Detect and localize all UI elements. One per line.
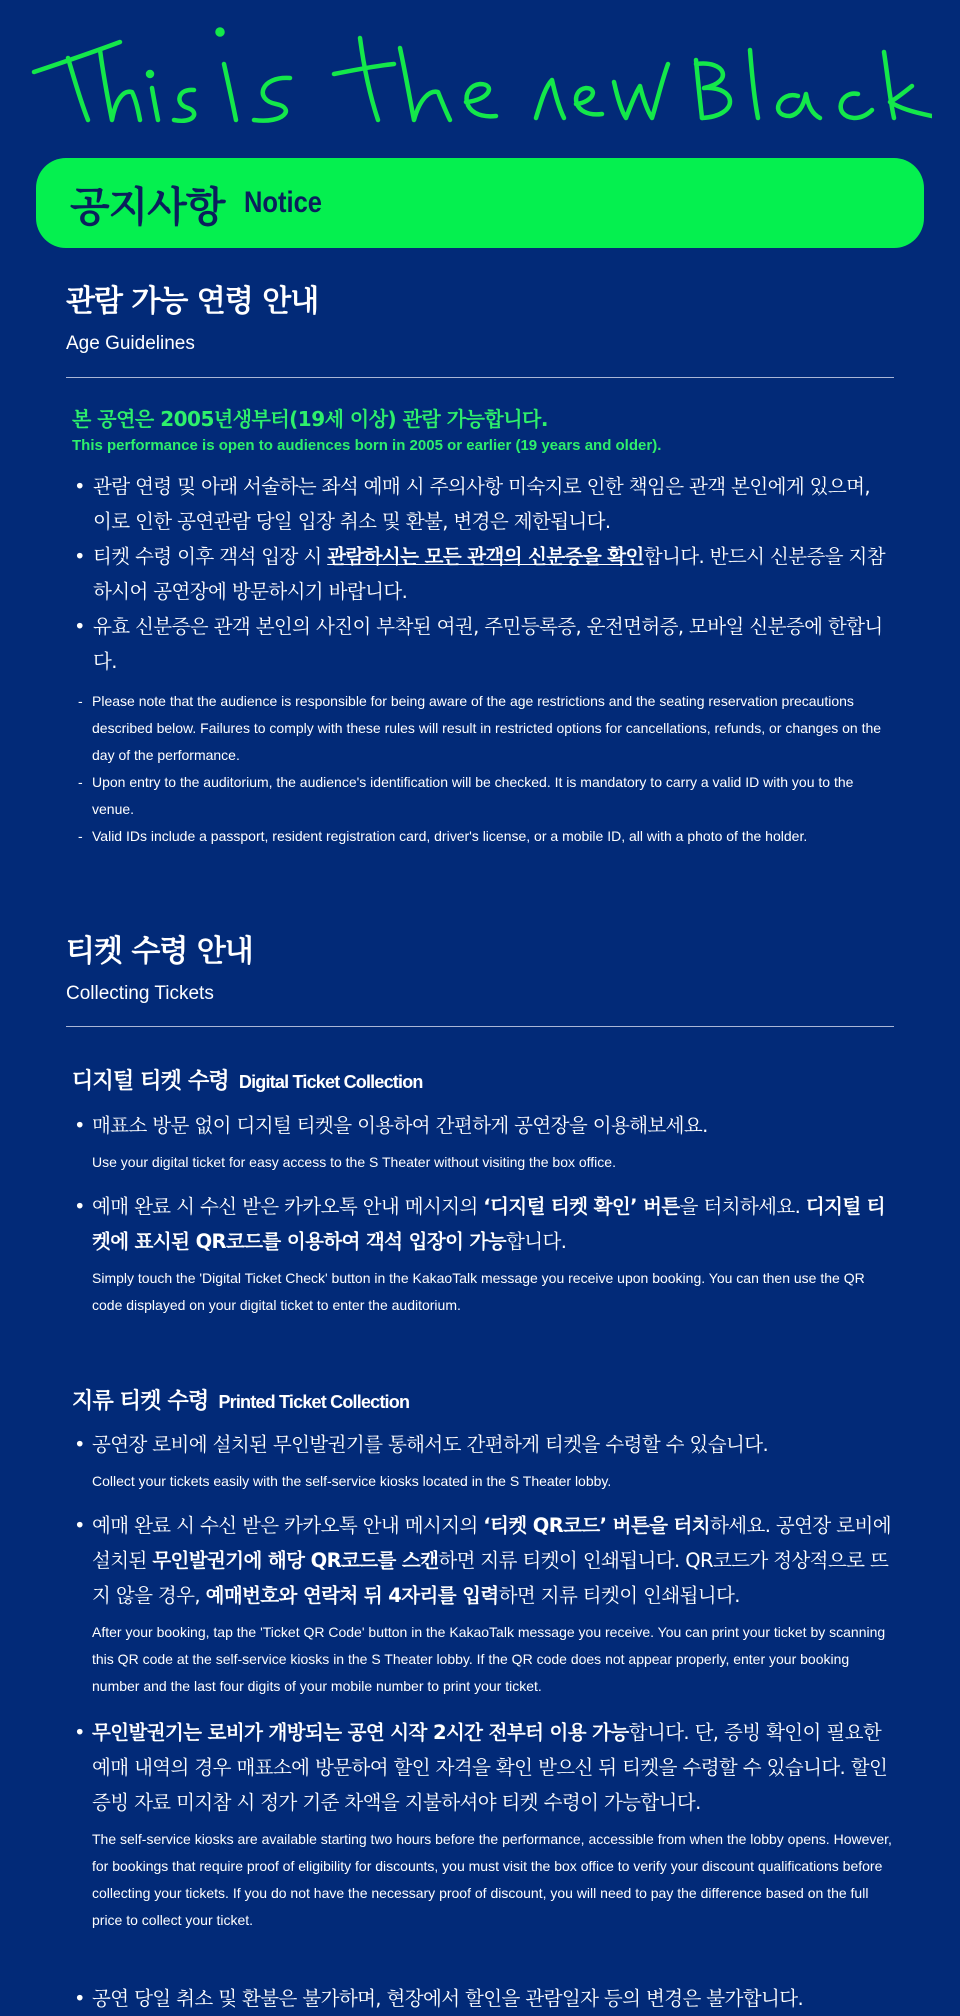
list-item-text: 티켓 수령 이후 객석 입장 시 <box>93 545 328 568</box>
digital-title-ko: 디지털 티켓 수령 <box>72 1069 229 1094</box>
printed-item <box>74 1427 894 1495</box>
list-item: • 유효 신분증은 관객 본인의 사진이 부착된 여권, 주민등록증, 운전면허증, 모바일 신분증에 한합니다. <box>72 609 892 679</box>
printed-item-en: After your booking, tap the 'Ticket QR Code' button in the KakaoTalk message you receive. You can print your ticket by scanning this QR code at the self-service kiosks in the S Theater lobby. If the QR code does not appear properly, enter your booking number and the last four digits of your mobile number to print your ticket. <box>92 1624 886 1694</box>
tickets-divider <box>66 1026 894 1027</box>
item-emphasis: ‘디지털 티켓 확인’ 버튼 <box>483 1195 680 1218</box>
printed-item <box>74 1508 894 1700</box>
printed-subheading <box>72 1384 409 1415</box>
notice-banner <box>36 158 924 248</box>
tickets-title-en: Collecting Tickets <box>66 983 214 1004</box>
list-item: - Upon entry to the auditorium, the audience's identification will be checked. It is mandatory to carry a valid ID with you to the venue. <box>78 769 893 823</box>
digital-item-ko <box>74 1189 894 1259</box>
printed-item <box>74 1715 894 1934</box>
printed-title-ko: 지류 티켓 수령 <box>72 1389 209 1414</box>
digital-title-en: Digital Ticket Collection <box>238 1072 423 1092</box>
list-item: - Valid IDs include a passport, resident registration card, driver's license, or a mobile ID, all with a photo of the holder. <box>78 823 893 850</box>
item-text: 하면 지류 티켓이 인쇄됩니다. <box>498 1584 740 1607</box>
printed-item-ko <box>74 1508 894 1613</box>
age-highlight-ko: 본 공연은 2005년생부터(19세 이상) 관람 가능합니다. <box>72 407 548 431</box>
age-title-ko: 관람 가능 연령 안내 <box>66 284 319 319</box>
item-emphasis: 디지털 티켓에 표시된 QR코드를 이용하여 객석 입장이 가능 <box>92 1195 885 1253</box>
list-item-text: 합니다. 반드시 신분증을 지참하시어 공연장에 방문하시기 바랍니다. <box>93 545 886 603</box>
notice-title-en: Notice <box>244 186 323 219</box>
id-check-emphasis: 관람하시는 모든 관객의 신분증을 확인 <box>327 545 644 568</box>
tickets-title-ko: 티켓 수령 안내 <box>66 934 253 969</box>
item-text: 합니다. <box>506 1230 567 1253</box>
age-ko-list <box>72 469 892 679</box>
printed-item-en: Collect your tickets easily with the self-service kiosks located in the S Theater lobby. <box>92 1473 612 1489</box>
printed-title-en: Printed Ticket Collection <box>218 1392 410 1412</box>
digital-subheading <box>72 1064 423 1095</box>
printed-item-ko: • 공연장 로비에 설치된 무인발권기를 통해서도 간편하게 티켓을 수령할 수 있습니다. <box>74 1427 894 1462</box>
age-section-header <box>66 282 894 356</box>
notice-title-ko: 공지사항 <box>70 182 225 231</box>
age-divider <box>66 377 894 378</box>
printed-item-ko <box>74 1715 894 1820</box>
item-emphasis: 예매번호와 연락처 뒤 4자리를 입력 <box>205 1584 499 1607</box>
tickets-section-header <box>66 932 894 1006</box>
list-item: • 관람 연령 및 아래 서술하는 좌석 예매 시 주의사항 미숙지로 인한 책임은 관객 본인에게 있으며, 이로 인한 공연관람 당일 입장 취소 및 환불, 변경은 제한됩니다. <box>72 469 892 539</box>
digital-item-ko: • 매표소 방문 없이 디지털 티켓을 이용하여 간편하게 공연장을 이용해보세요. <box>74 1108 894 1143</box>
item-text: 하면 지류 티켓이 인쇄됩니다. QR코드가 정상적으로 뜨지 않을 경우, <box>92 1549 889 1607</box>
item-text: 예매 완료 시 수신 받은 카카오톡 안내 메시지의 <box>92 1514 484 1537</box>
list-item: - Please note that the audience is responsible for being aware of the age restrictions and the seating reservation precautions described below. Failures to comply with these rules will result in restricted options for cancellations, refunds, or changes on the day of the performance. <box>78 688 893 769</box>
item-text: 하세요. 공연장 로비에 설치된 <box>92 1514 891 1572</box>
printed-item-partial <box>74 1981 894 2016</box>
printed-item-en: The self-service kiosks are available starting two hours before the performance, accessible from when the lobby opens. However, for bookings that require proof of eligibility for discounts, you must visit the box office to verify your discount qualifications before collecting your tickets. If you do not have the necessary proof of discount, you will need to pay the difference based on the full price to collect your ticket. <box>92 1831 892 1928</box>
age-en-list <box>78 688 893 850</box>
digital-item <box>74 1108 894 1176</box>
list-item <box>72 539 892 609</box>
item-text: 합니다. 단, 증빙 확인이 필요한 예매 내역의 경우 매표소에 방문하여 할인 자격을 확인 받으신 뒤 티켓을 수령할 수 있습니다. 할인 증빙 자료 미지참 시 정가 기준 차액을 지불하셔야 티켓 수령이 가능합니다. <box>92 1721 888 1814</box>
digital-item-en: Simply touch the 'Digital Ticket Check' button in the KakaoTalk message you receive upon booking. You can then use the QR code displayed on your digital ticket to enter the auditorium. <box>92 1270 865 1313</box>
digital-item <box>74 1189 894 1319</box>
age-title-en: Age Guidelines <box>66 333 195 354</box>
item-emphasis: 무인발권기에 해당 QR코드를 스캔 <box>152 1549 439 1572</box>
item-text: 예매 완료 시 수신 받은 카카오톡 안내 메시지의 <box>92 1195 484 1218</box>
digital-item-en: Use your digital ticket for easy access to the S Theater without visiting the box office. <box>92 1154 616 1170</box>
item-emphasis: ‘티켓 QR코드’ 버튼을 터치 <box>483 1514 711 1537</box>
age-highlight-en: This performance is open to audiences born in 2005 or earlier (19 years and older). <box>72 437 662 454</box>
item-emphasis: 무인발권기는 로비가 개방되는 공연 시작 2시간 전부터 이용 가능 <box>92 1721 629 1744</box>
footer-partial-text: • 공연 당일 취소 및 환불은 불가하며, 현장에서 할인을 관람일자 등의 변경은 불가합니다. <box>74 1981 894 2016</box>
handwritten-logo <box>28 20 932 140</box>
item-text: 을 터치하세요. <box>679 1195 806 1218</box>
